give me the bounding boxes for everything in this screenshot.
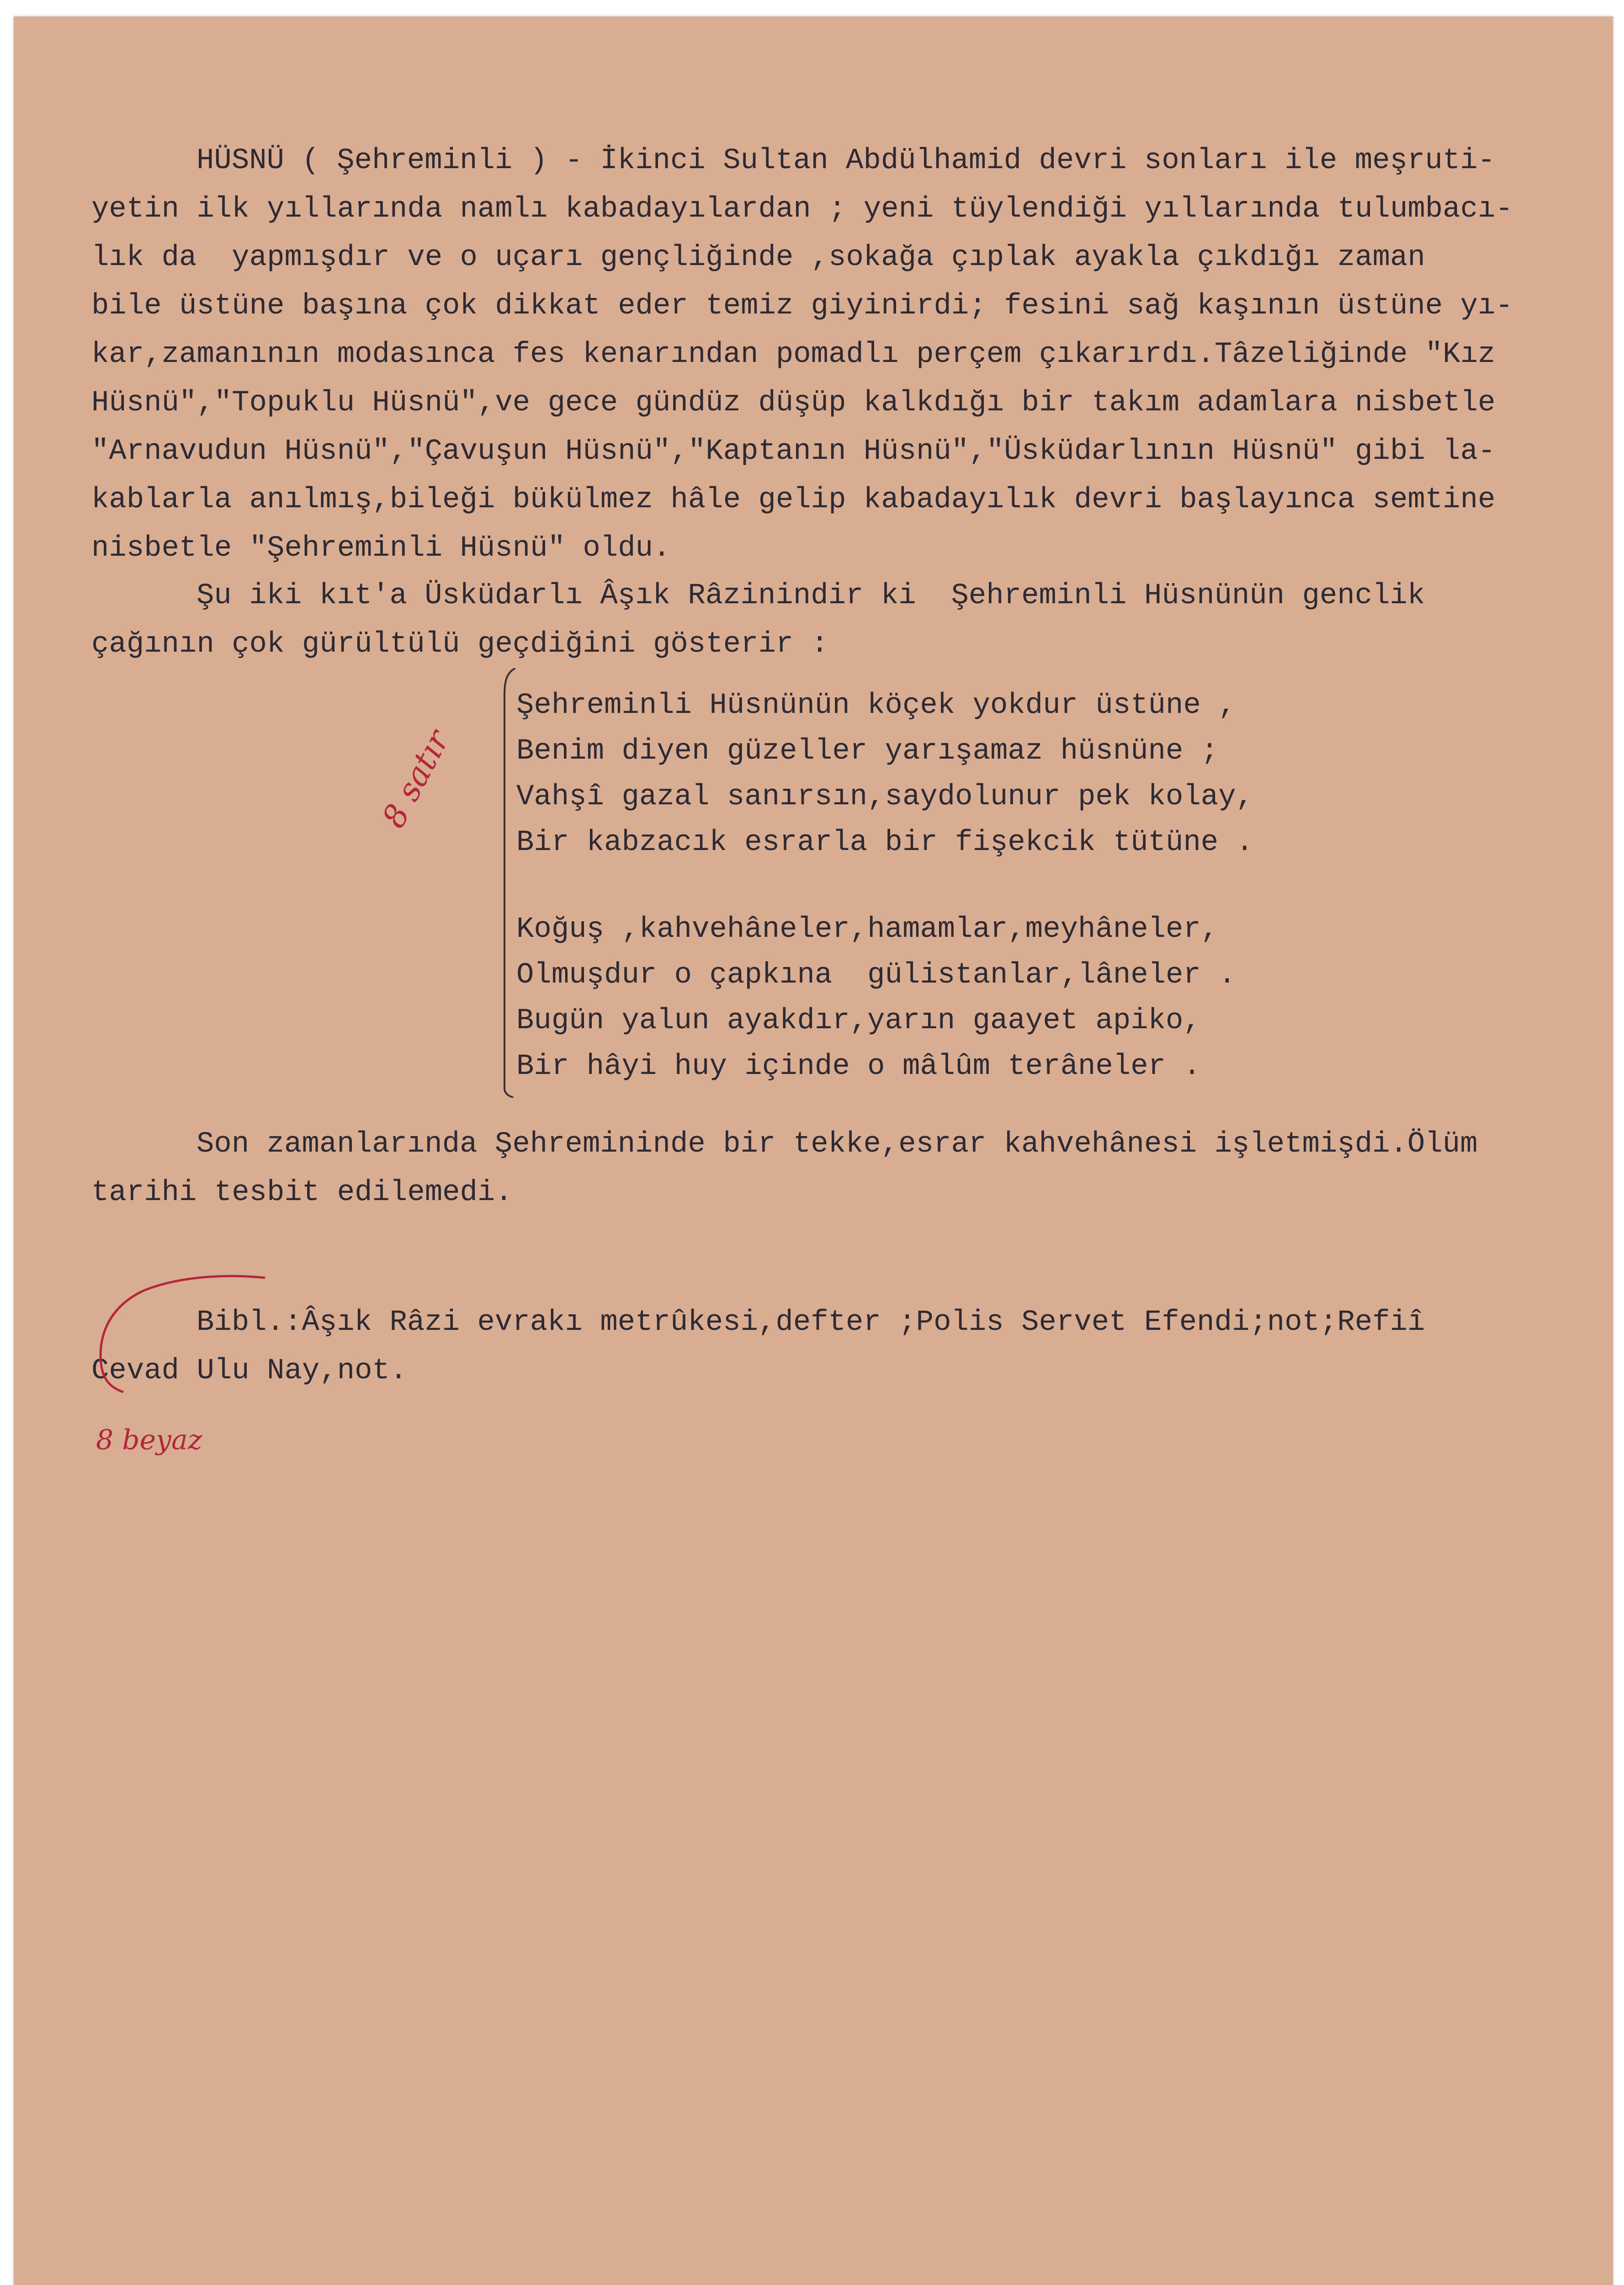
verse-line: Benim diyen güzeller yarışamaz hüsnüne ; (516, 735, 1219, 768)
red-bracket-mark (82, 1264, 274, 1401)
text-line: kar,zamanının modasınca fes kenarından pomadlı perçem çıkarırdı.Tâzeliğinde "Kız (91, 338, 1496, 371)
text-line: Son zamanlarında Şehremininde bir tekke,esrar kahvehânesi işletmişdi.Ölüm (196, 1128, 1478, 1161)
text-line: nisbetle "Şehreminli Hüsnü" oldu. (91, 532, 671, 565)
text-line: HÜSNÜ ( Şehreminli ) - İkinci Sultan Abdülhamid devri sonları ile meşruti- (196, 144, 1496, 177)
text-line: Hüsnü","Topuklu Hüsnü",ve gece gündüz düşüp kalkdığı bir takım adamlara nisbetle (91, 387, 1496, 420)
text-line: yetin ilk yıllarında namlı kabadayılardan ; yeni tüylendiği yıllarında tulumbacı- (91, 193, 1513, 226)
verse-line: Koğuş ,kahvehâneler,hamamlar,meyhâneler, (516, 913, 1219, 946)
text-line: kablarla anılmış,bileği bükülmez hâle gelip kabadayılık devri başlayınca semtine (91, 484, 1496, 516)
text-line: tarihi tesbit edilemedi. (91, 1176, 513, 1209)
text-line: lık da yapmışdır ve o uçarı gençliğinde ,sokağa çıplak ayakla çıkdığı zaman (91, 241, 1425, 274)
verse-line: Şehreminli Hüsnünün köçek yokdur üstüne , (516, 689, 1236, 722)
verse-line: Bir hâyi huy içinde o mâlûm terâneler . (516, 1050, 1201, 1083)
text-line: Cevad Ulu Nay,not. (91, 1355, 408, 1387)
margin-note: 8 satır (375, 724, 457, 834)
text-line: "Arnavudun Hüsnü","Çavuşun Hüsnü","Kaptanın Hüsnü","Üsküdarlının Hüsnü" gibi la- (91, 435, 1496, 468)
verse-line: Bugün yalun ayakdır,yarın gaayet apiko, (516, 1004, 1201, 1037)
margin-note: 8 beyaz (96, 1424, 202, 1456)
text-line: çağının çok gürültülü geçdiğini gösterir : (91, 628, 829, 661)
verse-line: Olmuşdur o çapkına gülistanlar,lâneler . (516, 959, 1236, 992)
verse-line: Bir kabzacık esrarla bir fişekcik tütüne . (516, 826, 1254, 859)
text-line: Şu iki kıt'a Üsküdarlı Âşık Râzinindir ki Şehreminli Hüsnünün genclik (196, 579, 1425, 612)
verse-line: Vahşî gazal sanırsın,saydolunur pek kolay, (516, 781, 1254, 813)
typewritten-page (14, 16, 1613, 2285)
text-line: Bibl.:Âşık Râzi evrakı metrûkesi,defter ;Polis Servet Efendi;not;Refiî (196, 1306, 1425, 1339)
text-line: bile üstüne başına çok dikkat eder temiz giyinirdi; fesini sağ kaşının üstüne yı- (91, 290, 1513, 323)
